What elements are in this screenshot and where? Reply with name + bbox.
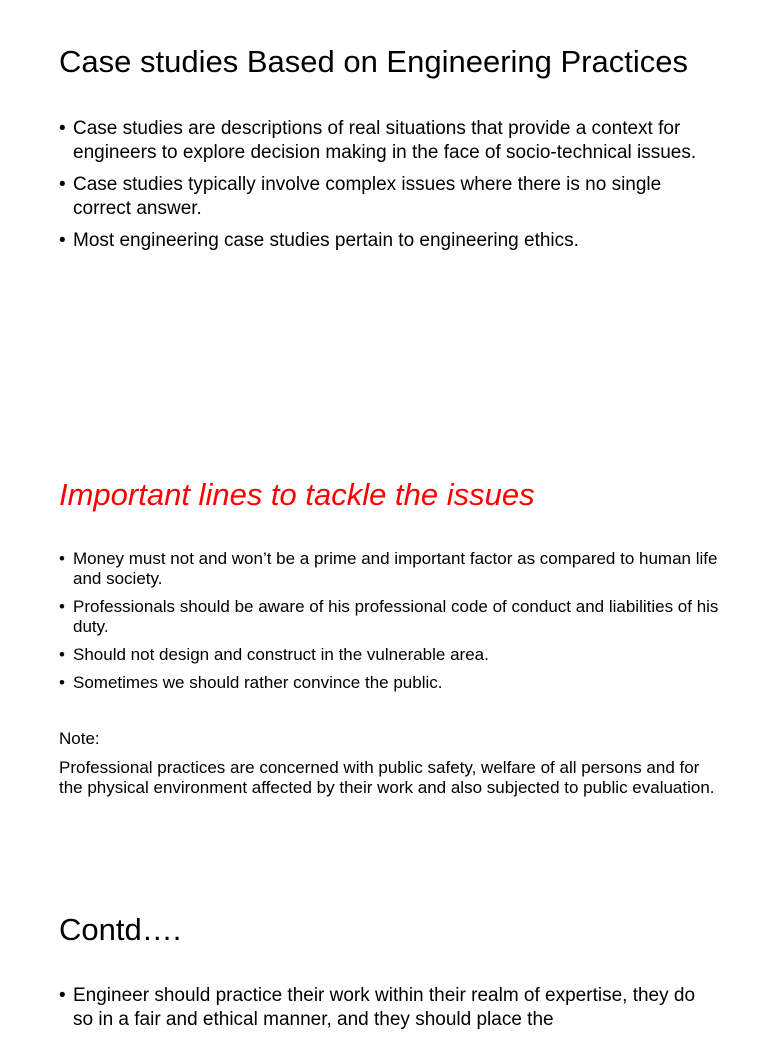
slide-title-case-studies: Case studies Based on Engineering Practices: [59, 44, 688, 79]
bullet-icon: •: [59, 985, 66, 1006]
list-item: [59, 173, 719, 221]
list-item: [59, 673, 719, 693]
bullet-icon: •: [59, 549, 65, 568]
contd-bullet-list: [59, 984, 719, 1040]
note-label: Note:: [59, 729, 100, 748]
bullet-icon: •: [59, 597, 65, 616]
important-lines-bullet-list: [59, 549, 719, 701]
bullet-text: Professionals should be aware of his professional code of conduct and liabilities of his duty.: [73, 597, 719, 636]
list-item: [59, 597, 719, 637]
list-item: [59, 549, 719, 589]
list-item: [59, 645, 719, 665]
bullet-icon: •: [59, 645, 65, 664]
list-item: [59, 229, 719, 253]
bullet-text: Engineer should practice their work within their realm of expertise, they do so in a fair and ethical manner, and they should place the: [73, 985, 696, 1030]
bullet-text: Case studies typically involve complex issues where there is no single correct answer.: [73, 174, 662, 219]
bullet-text: Most engineering case studies pertain to engineering ethics.: [73, 230, 579, 251]
slide-title-important-lines: Important lines to tackle the issues: [59, 477, 535, 512]
bullet-icon: •: [59, 174, 66, 195]
slide-title-contd: Contd….: [59, 912, 182, 947]
list-item: [59, 984, 719, 1032]
bullet-icon: •: [59, 118, 66, 139]
bullet-text: Should not design and construct in the vulnerable area.: [73, 645, 489, 664]
list-item: [59, 117, 719, 165]
note-text: Professional practices are concerned with public safety, welfare of all persons and for the physical environment affected by their work and also subjected to public evaluation.: [59, 758, 715, 797]
case-studies-bullet-list: [59, 117, 719, 261]
bullet-icon: •: [59, 673, 65, 692]
bullet-text: Money must not and won’t be a prime and important factor as compared to human life and society.: [73, 549, 718, 588]
bullet-text: Sometimes we should rather convince the public.: [73, 673, 443, 692]
bullet-icon: •: [59, 230, 66, 251]
bullet-text: Case studies are descriptions of real situations that provide a context for engineers to explore decision making in the face of socio-technical issues.: [73, 118, 697, 163]
